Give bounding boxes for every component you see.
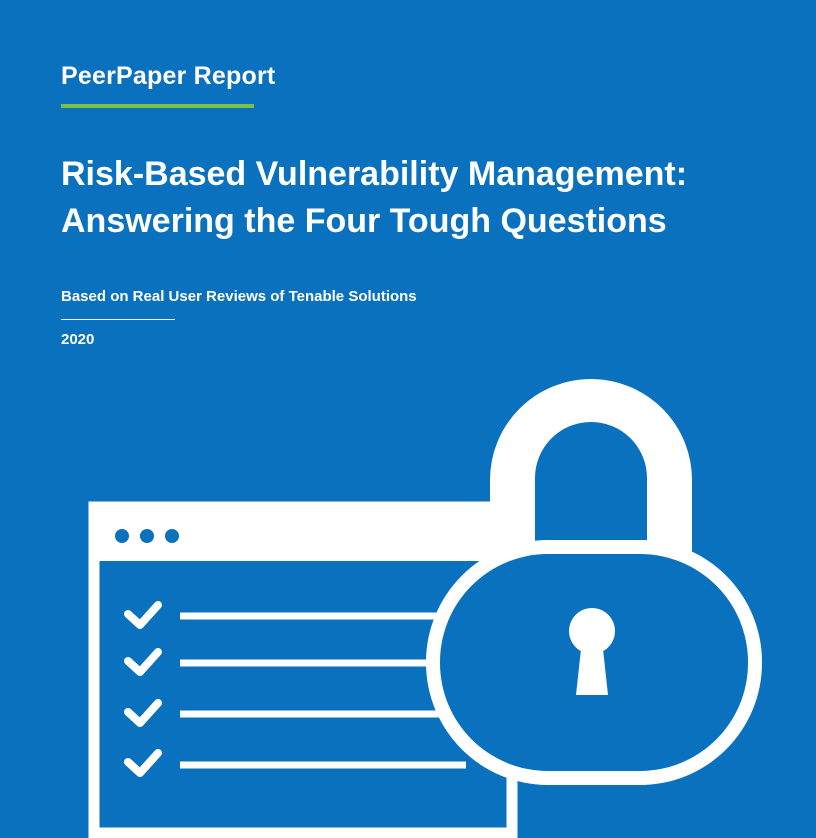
- checklist-item: [128, 753, 466, 773]
- window-dot-icon: [115, 529, 129, 543]
- report-year: 2020: [61, 331, 95, 348]
- checklist: [128, 605, 466, 773]
- checkmark-icon: [128, 605, 158, 625]
- browser-title-bar: [99, 512, 507, 561]
- padlock-icon: [426, 380, 762, 785]
- checklist-item: [128, 703, 466, 723]
- checkmark-icon: [128, 652, 158, 672]
- report-subtitle: Based on Real User Reviews of Tenable Solutions: [61, 288, 417, 305]
- report-title-line-1: Risk-Based Vulnerability Management:: [61, 155, 688, 193]
- checkmark-icon: [128, 703, 158, 723]
- report-title-line-2: Answering the Four Tough Questions: [61, 202, 667, 240]
- checkmark-icon: [128, 753, 158, 773]
- padlock-shackle: [491, 380, 691, 555]
- report-type-label: PeerPaper Report: [61, 62, 276, 90]
- checklist-item: [128, 605, 466, 625]
- window-dot-icon: [165, 529, 179, 543]
- checklist-item: [128, 652, 466, 672]
- window-dot-icon: [140, 529, 154, 543]
